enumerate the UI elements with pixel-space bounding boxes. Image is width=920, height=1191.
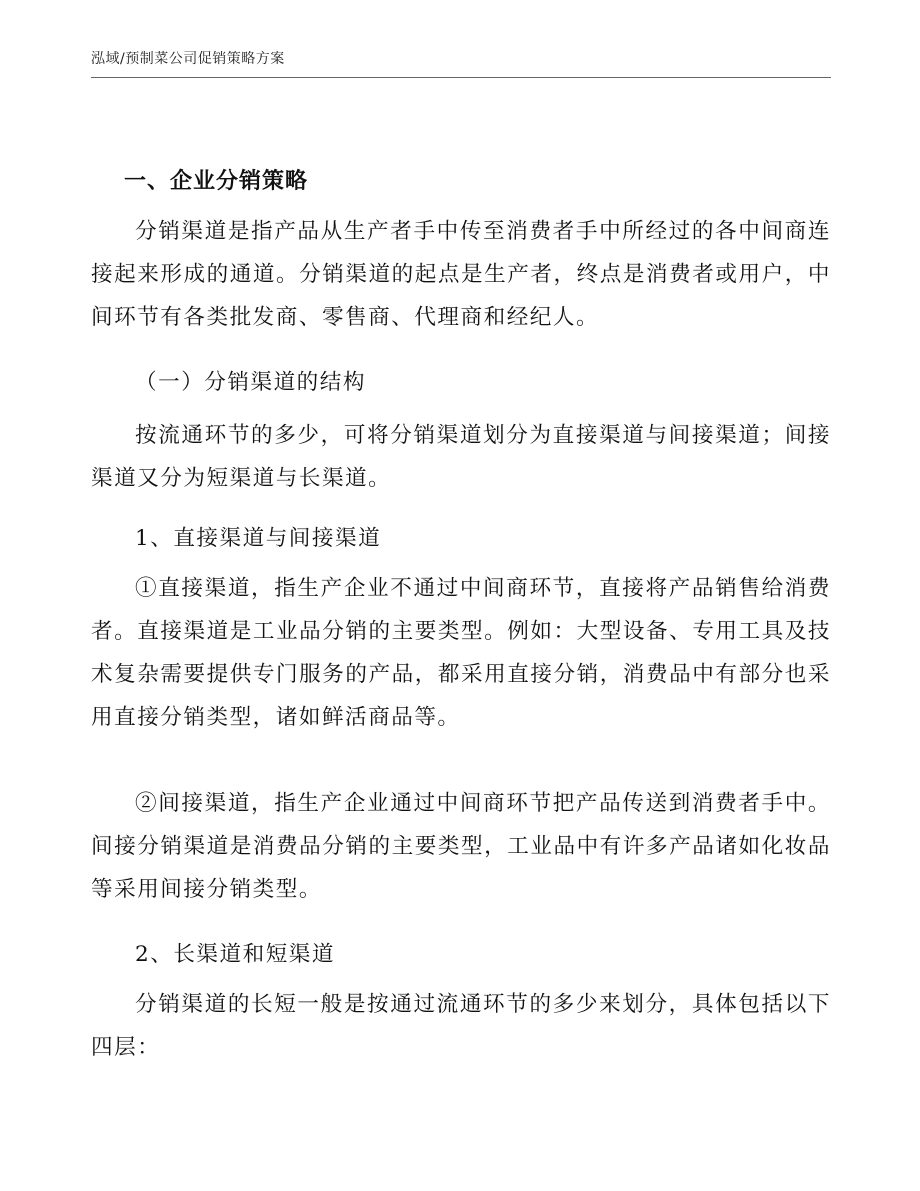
item-title-direct-indirect: 1、直接渠道与间接渠道 <box>135 526 382 551</box>
long-short-paragraph: 分销渠道的长短一般是按通过流通环节的多少来划分，具体包括以下四层： <box>91 992 831 1060</box>
structure-paragraph: 按流通环节的多少，可将分销渠道划分为直接渠道与间接渠道；间接渠道又分为短渠道与长渠道。 <box>91 423 831 491</box>
direct-channel-paragraph: ①直接渠道，指生产企业不通过中间商环节，直接将产品销售给消费者。直接渠道是工业品分销的主要类型。例如：大型设备、专用工具及技术复杂需要提供专门服务的产品，都采用直接分销，消费品中有部分也采用直接分销类型，诸如鲜活商品等。 <box>91 576 831 730</box>
item-title-long-short: 2、长渠道和短渠道 <box>135 942 335 967</box>
header-rule <box>91 77 831 78</box>
intro-paragraph: 分销渠道是指产品从生产者手中传至消费者手中所经过的各中间商连接起来形成的通道。分销渠道的起点是生产者，终点是消费者或用户，中间环节有各类批发商、零售商、代理商和经纪人。 <box>91 219 831 330</box>
subsection-title-structure: （一）分销渠道的结构 <box>135 370 366 395</box>
indirect-channel-paragraph: ②间接渠道，指生产企业通过中间商环节把产品传送到消费者手中。间接分销渠道是消费品分销的主要类型，工业品中有许多产品诸如化妆品等采用间接分销类型。 <box>91 791 831 902</box>
section-title: 一、企业分销策略 <box>124 169 309 194</box>
running-header: 泓域/预制菜公司促销策略方案 <box>91 51 285 67</box>
